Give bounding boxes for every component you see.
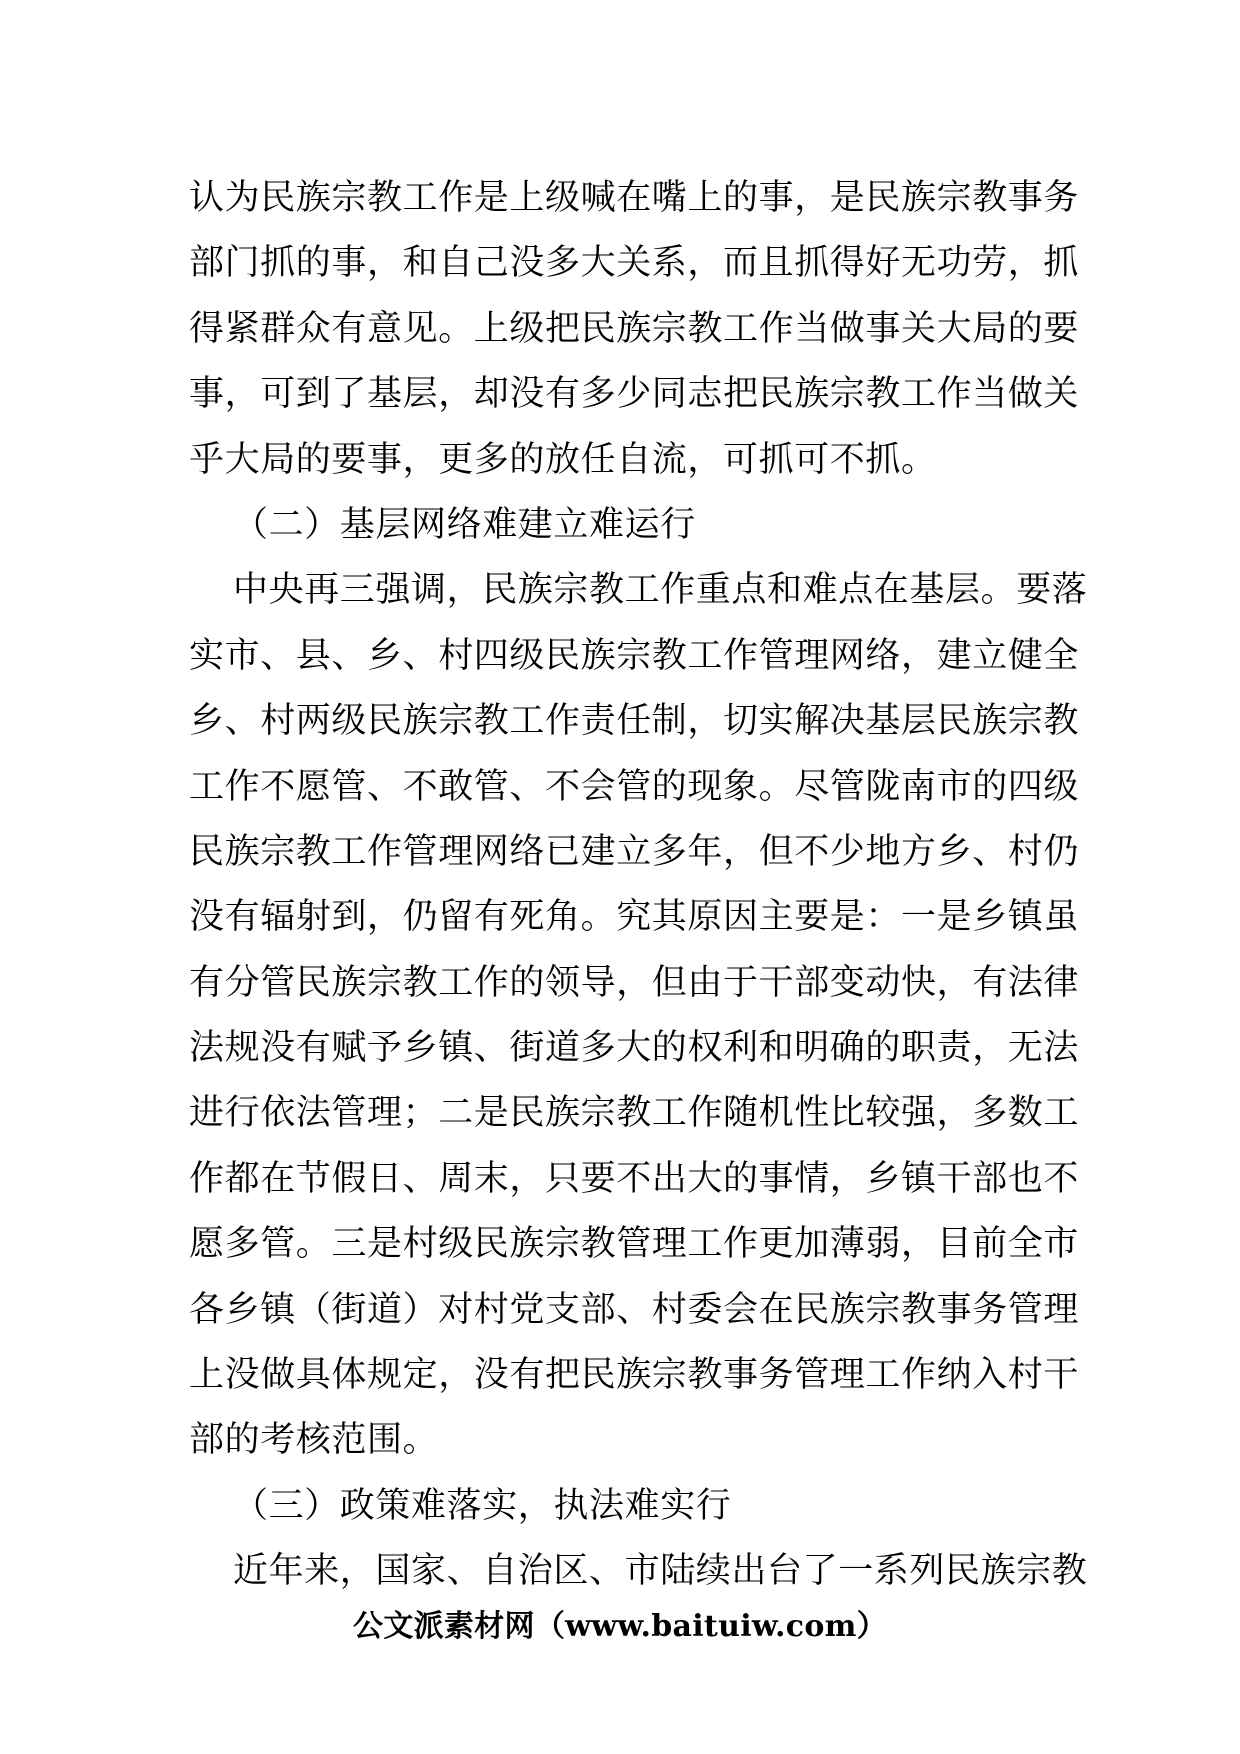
paragraph-line: 部门抓的事，和自己没多大关系，而且抓得好无功劳，抓 — [189, 243, 1080, 284]
footer-watermark: 公文派素材网（www.baituiw.com） — [353, 1609, 887, 1644]
paragraph-line: 实市、县、乡、村四级民族宗教工作管理网络，建立健全 — [189, 635, 1080, 676]
paragraph-line: 工作不愿管、不敢管、不会管的现象。尽管陇南市的四级 — [189, 766, 1080, 807]
paragraph-line-indented: 中央再三强调，民族宗教工作重点和难点在基层。要落 — [233, 570, 1088, 611]
paragraph-line: 乎大局的要事，更多的放任自流，可抓可不抓。 — [189, 439, 937, 480]
paragraph-line: 法规没有赋予乡镇、街道多大的权利和明确的职责，无法 — [189, 1028, 1080, 1069]
paragraph-line: 得紧群众有意见。上级把民族宗教工作当做事关大局的要 — [189, 308, 1080, 349]
paragraph-line: 作都在节假日、周末，只要不出大的事情，乡镇干部也不 — [189, 1158, 1080, 1199]
paragraph-line: 有分管民族宗教工作的领导，但由于干部变动快，有法律 — [189, 962, 1080, 1003]
paragraph-line: 各乡镇（街道）对村党支部、村委会在民族宗教事务管理 — [189, 1289, 1080, 1330]
paragraph-line-indented: 近年来，国家、自治区、市陆续出台了一系列民族宗教 — [233, 1551, 1088, 1592]
paragraph-line-indented: （三）政策难落实，执法难实行 — [233, 1485, 732, 1526]
paragraph-line: 进行依法管理；二是民族宗教工作随机性比较强，多数工 — [189, 1093, 1080, 1134]
paragraph-line: 认为民族宗教工作是上级喊在嘴上的事，是民族宗教事务 — [189, 178, 1080, 218]
document-body — [189, 166, 1088, 1605]
paragraph-line: 事，可到了基层，却没有多少同志把民族宗教工作当做关 — [189, 374, 1080, 415]
paragraph-line-indented: （二）基层网络难建立难运行 — [233, 504, 696, 545]
paragraph-line: 民族宗教工作管理网络已建立多年，但不少地方乡、村仍 — [189, 831, 1080, 872]
paragraph-line: 愿多管。三是村级民族宗教管理工作更加薄弱，目前全市 — [189, 1224, 1080, 1265]
paragraph-line: 乡、村两级民族宗教工作责任制，切实解决基层民族宗教 — [189, 701, 1080, 742]
paragraph-line: 没有辐射到，仍留有死角。究其原因主要是：一是乡镇虽 — [189, 897, 1080, 938]
paragraph-line: 部的考核范围。 — [189, 1420, 439, 1461]
paragraph-line: 上没做具体规定，没有把民族宗教事务管理工作纳入村干 — [189, 1355, 1080, 1396]
